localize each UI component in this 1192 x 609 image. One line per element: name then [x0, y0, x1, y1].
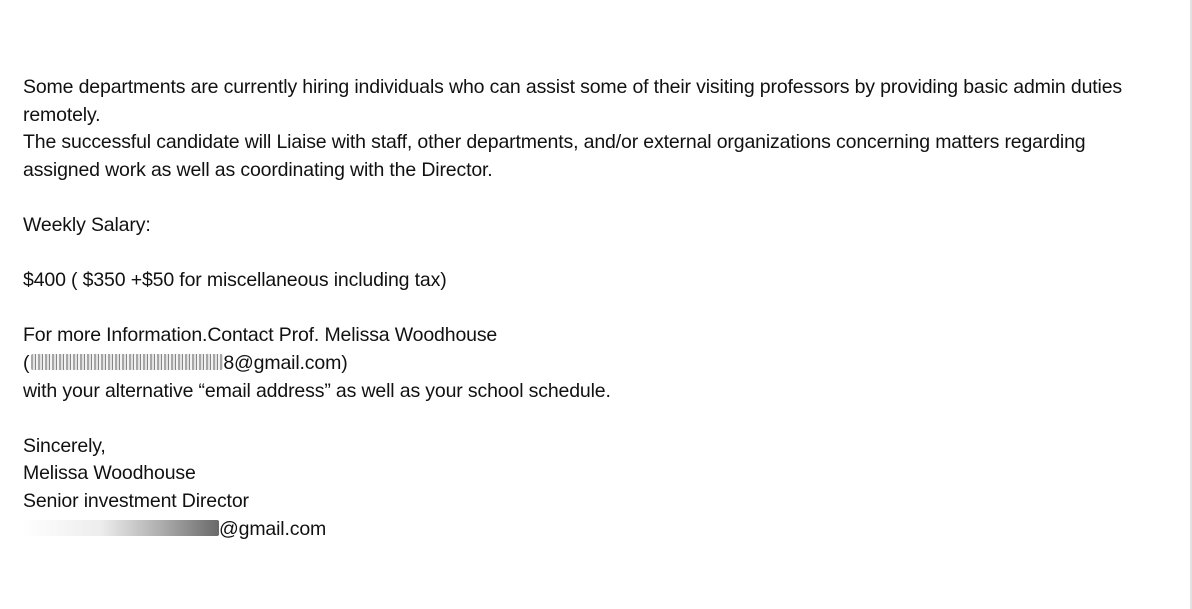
spacer [23, 405, 1173, 433]
salary-label: Weekly Salary: [23, 213, 151, 236]
spacer [23, 184, 1173, 212]
email-body [23, 74, 1173, 543]
paragraph-intro-line1: Some departments are currently hiring individuals who can assist some of their visiting professors by providing basic admin duties [23, 76, 1123, 98]
spacer [23, 240, 1173, 268]
signer-email-domain: @gmail.com [219, 517, 327, 540]
closing: Sincerely, [23, 434, 106, 457]
salary-value: $400 ( $350 +$50 for miscellaneous including tax) [23, 269, 447, 292]
spacer [23, 295, 1173, 323]
contact-line: For more Information.Contact Prof. Melissa Woodhouse [23, 324, 498, 347]
signer-name: Melissa Woodhouse [23, 462, 196, 485]
redacted-email-prefix [23, 520, 219, 536]
signer-title: Senior investment Director [23, 489, 249, 512]
contact-instructions: with your alternative “email address” as well as your school schedule. [23, 379, 611, 402]
paragraph-duties-line1: The successful candidate will Liaise with staff, other departments, and/or external organizations concerning matters regarding [23, 131, 1086, 154]
redacted-email-prefix [31, 354, 223, 370]
paragraph-intro-line2: remotely. [23, 103, 101, 126]
signer-email[interactable] [23, 516, 1173, 544]
paragraph-duties-line2: assigned work as well as coordinating with the Director. [23, 158, 493, 181]
contact-email[interactable]: ( 8@gmail.com) [23, 351, 348, 374]
contact-email-domain: 8@gmail.com) [223, 351, 348, 374]
